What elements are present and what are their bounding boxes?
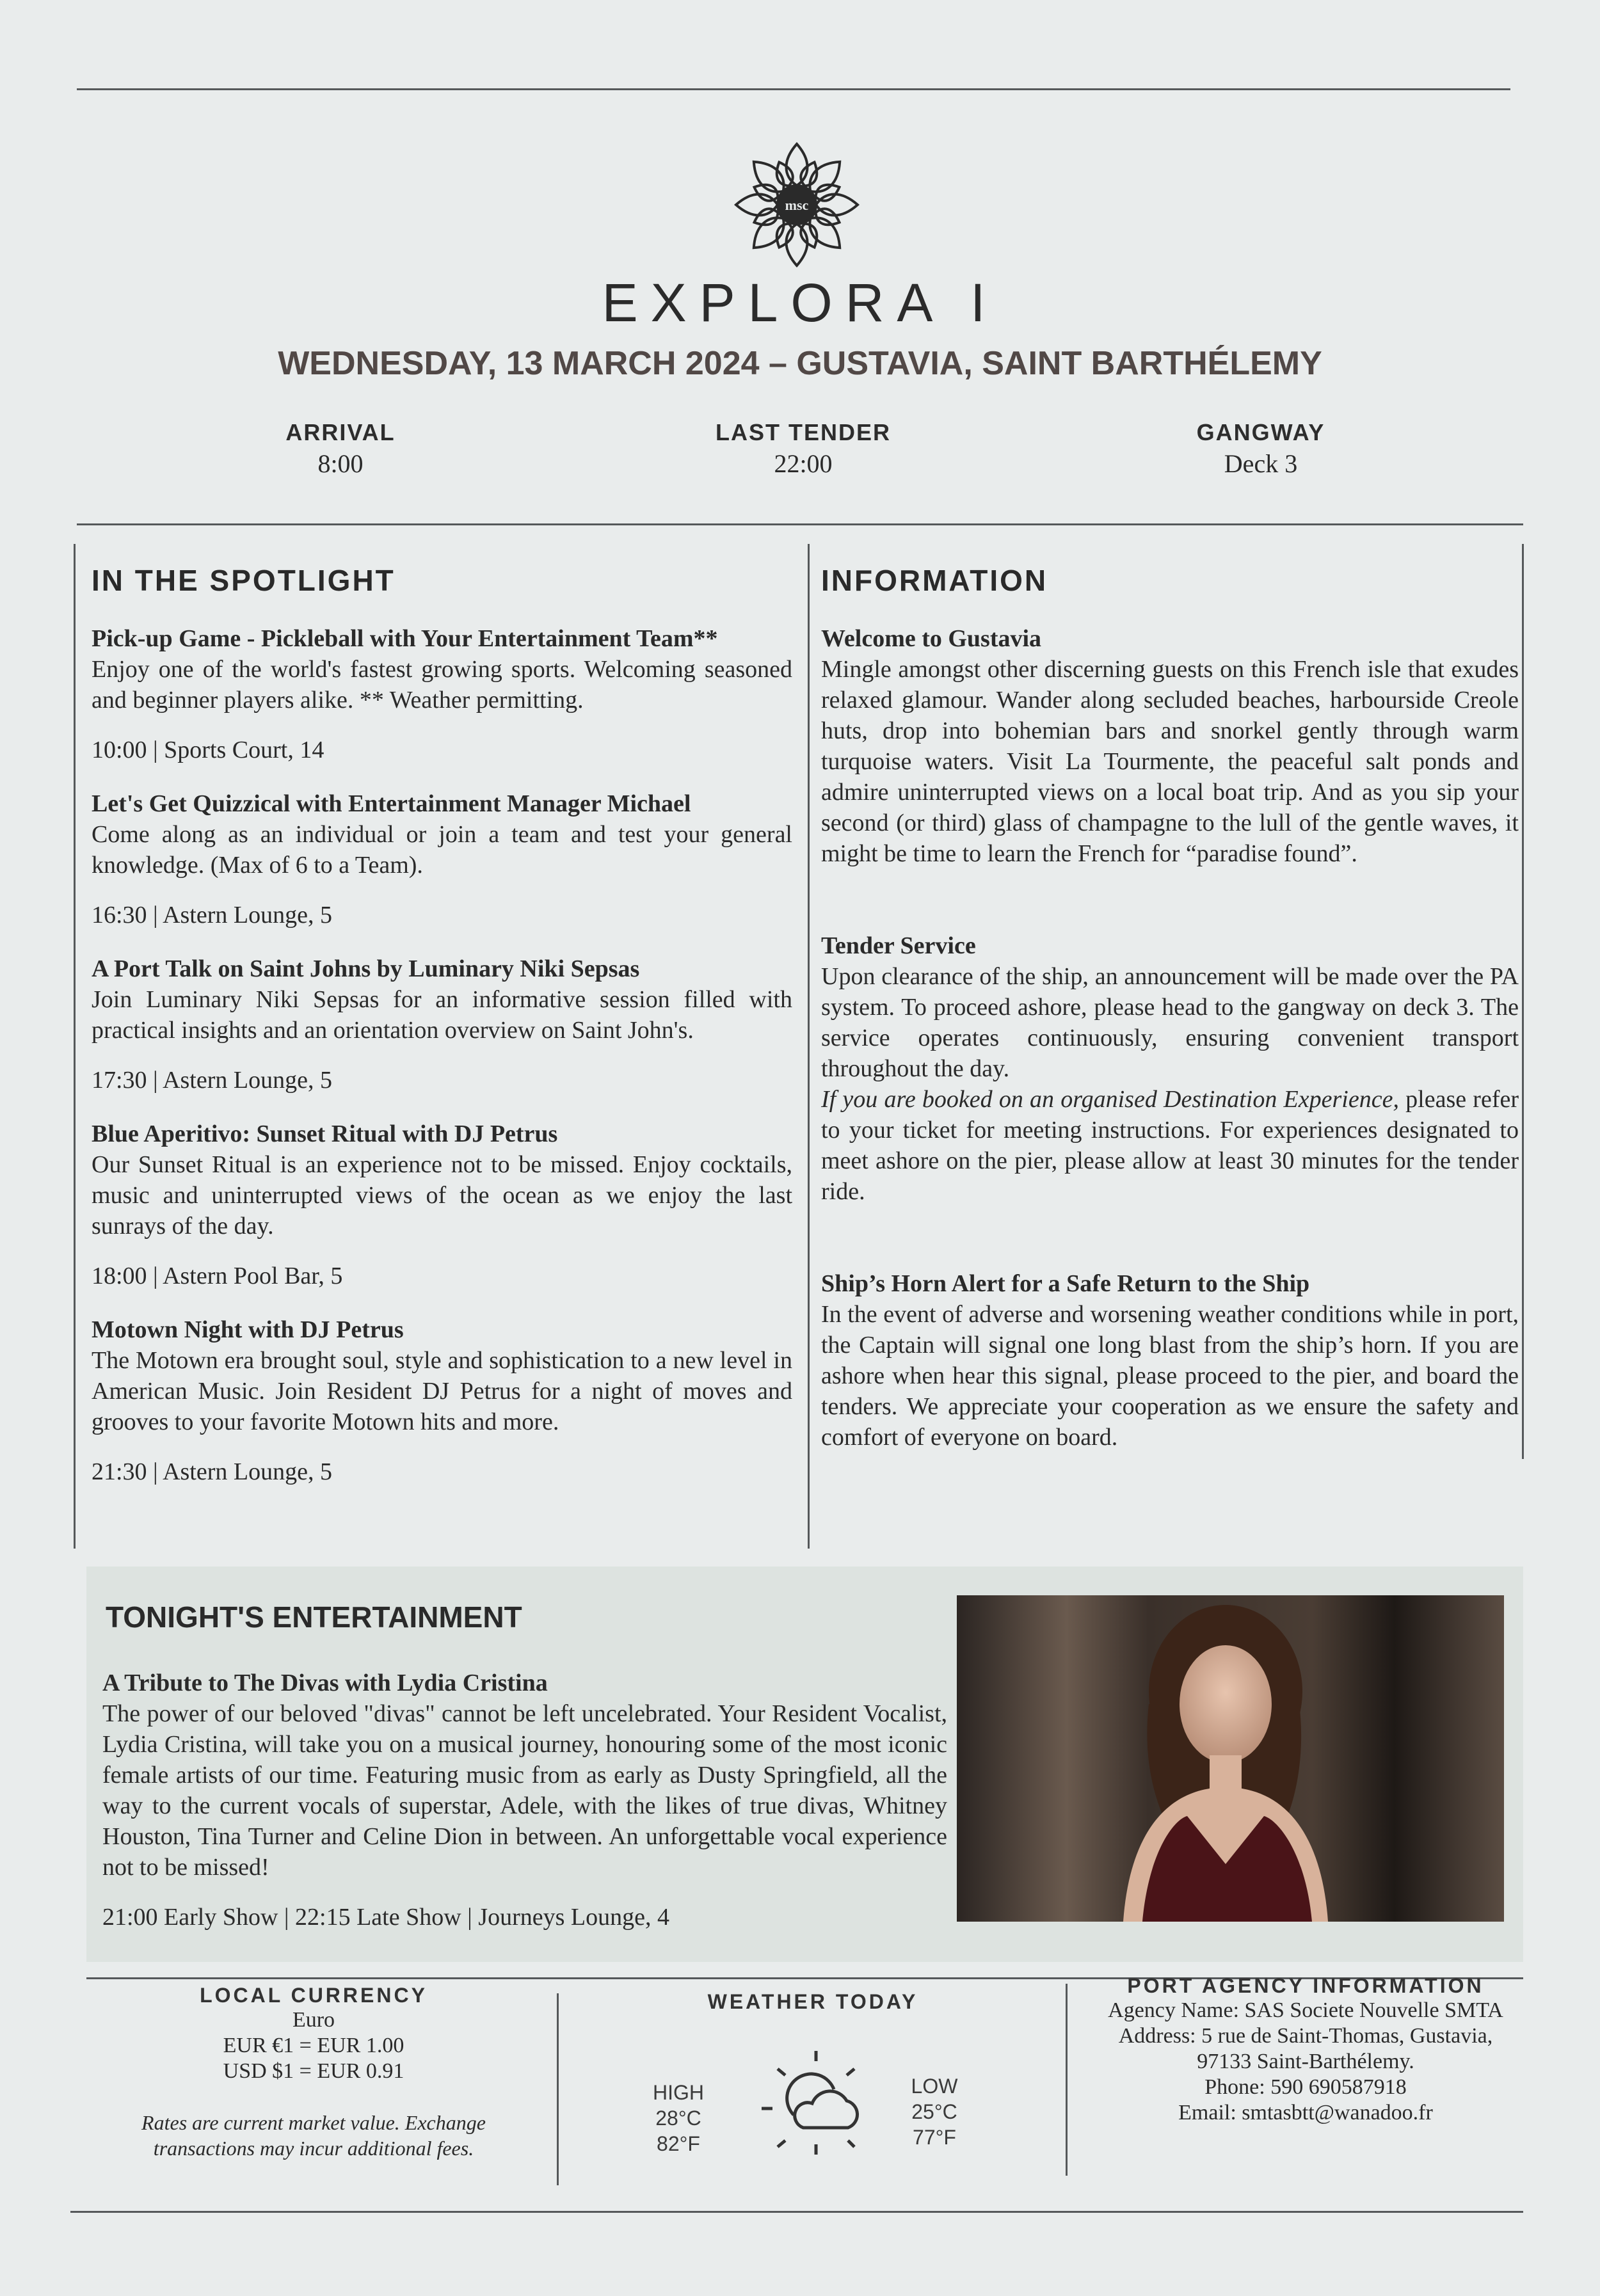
weather-today bbox=[576, 1984, 1050, 2155]
event-description: Our Sunset Ritual is an experience not to be missed. Enjoy cocktails, music and uninterrupted views of the ocean as we enjoy the last sunrays of the day. bbox=[92, 1151, 792, 1240]
column-divider bbox=[808, 544, 810, 1549]
event-title: Let's Get Quizzical with Entertainment Manager Michael bbox=[92, 790, 691, 817]
spotlight-event bbox=[92, 1119, 792, 1291]
spotlight-column bbox=[92, 563, 792, 1510]
stat-gangway bbox=[1101, 419, 1421, 479]
info-block-welcome bbox=[821, 623, 1519, 869]
event-time-venue: 16:30 | Astern Lounge, 5 bbox=[92, 902, 332, 929]
performer-photo bbox=[957, 1595, 1504, 1922]
information-column bbox=[821, 563, 1519, 1514]
port-agency-information bbox=[1082, 1974, 1530, 2126]
footer-divider-2 bbox=[1066, 1984, 1068, 2176]
event-description: Join Luminary Niki Sepsas for an informative session filled with practical insights and an orientation overview on Saint John's. bbox=[92, 986, 792, 1044]
currency-note: Rates are current market value. Exchange transactions may incur additional fees. bbox=[141, 2111, 486, 2160]
currency-rate-usd: USD $1 = EUR 0.91 bbox=[223, 2059, 404, 2083]
low-fahrenheit: 77°F bbox=[913, 2126, 956, 2149]
high-celsius: 28°C bbox=[655, 2107, 701, 2130]
agency-address: Address: 5 rue de Saint-Thomas, Gustavia, bbox=[1118, 2024, 1493, 2048]
stat-value: Deck 3 bbox=[1224, 449, 1298, 478]
event-time-venue: 10:00 | Sports Court, 14 bbox=[92, 737, 324, 763]
low-celsius: 25°C bbox=[911, 2100, 957, 2123]
event-title: Blue Aperitivo: Sunset Ritual with DJ Petrus bbox=[92, 1120, 558, 1147]
currency-label: LOCAL CURRENCY bbox=[200, 1984, 428, 2007]
stat-arrival bbox=[180, 419, 500, 479]
date-port-heading: WEDNESDAY, 13 MARCH 2024 – GUSTAVIA, SAINT BARTHÉLEMY bbox=[278, 345, 1322, 382]
stat-value: 8:00 bbox=[317, 449, 364, 478]
event-title: Pick-up Game - Pickleball with Your Entertainment Team** bbox=[92, 625, 718, 652]
currency-rate-eur: EUR €1 = EUR 1.00 bbox=[223, 2034, 404, 2057]
event-time-venue: 18:00 | Astern Pool Bar, 5 bbox=[92, 1263, 343, 1289]
weather-high bbox=[646, 2080, 710, 2156]
event-title: A Tribute to The Divas with Lydia Cristina bbox=[102, 1670, 548, 1696]
info-block-horn bbox=[821, 1268, 1519, 1453]
event-time-venue: 21:00 Early Show | 22:15 Late Show | Journeys Lounge, 4 bbox=[102, 1904, 669, 1931]
event-time-venue: 17:30 | Astern Lounge, 5 bbox=[92, 1067, 332, 1094]
entertainment-body bbox=[102, 1668, 947, 1956]
bottom-rule bbox=[70, 2211, 1523, 2213]
ship-brand-title: EXPLORA I bbox=[602, 273, 998, 333]
agency-name: Agency Name: SAS Societe Nouvelle SMTA bbox=[1108, 1998, 1503, 2022]
info-description: In the event of adverse and worsening weather conditions while in port, the Captain will signal one long blast from the ship’s horn. If you are ashore when hear this signal, please proceed to the pier, and board the tenders. We appreciate your cooperation as we ensure the safety and comfort of everyone on board. bbox=[821, 1301, 1519, 1451]
entertainment-title: TONIGHT'S ENTERTAINMENT bbox=[106, 1600, 522, 1634]
info-title: Tender Service bbox=[821, 932, 976, 959]
event-description: Enjoy one of the world's fastest growing sports. Welcoming seasoned and beginner players alike. ** Weather permitting. bbox=[92, 656, 792, 714]
stat-label: GANGWAY bbox=[1196, 419, 1325, 445]
msc-flower-logo-icon bbox=[726, 134, 867, 275]
info-description-extra bbox=[821, 1084, 1519, 1207]
svg-text:msc: msc bbox=[785, 197, 809, 213]
top-rule bbox=[77, 88, 1510, 90]
event-title: Motown Night with DJ Petrus bbox=[92, 1316, 404, 1343]
information-title: INFORMATION bbox=[821, 564, 1048, 597]
local-currency bbox=[90, 1984, 538, 2161]
low-label: LOW bbox=[911, 2075, 958, 2098]
info-continuation: please refer to your ticket for meeting instructions. For experiences designated to meet ashore on the pier, please allow at least 30 minutes for the tender ride. bbox=[821, 1086, 1519, 1205]
entertainment-panel bbox=[86, 1567, 1523, 1962]
agency-address-line2: 97133 Saint-Barthélemy. bbox=[1197, 2050, 1414, 2073]
info-block-tender bbox=[821, 930, 1519, 1207]
info-title: Ship’s Horn Alert for a Safe Return to the Ship bbox=[821, 1270, 1310, 1297]
info-title: Welcome to Gustavia bbox=[821, 625, 1042, 652]
agency-phone: Phone: 590 690587918 bbox=[1204, 2075, 1407, 2099]
footer-divider-1 bbox=[557, 1993, 559, 2185]
event-description: The Motown era brought soul, style and sophistication to a new level in American Music. Join Resident DJ Petrus for a night of moves and grooves to your favorite Motown hits and more. bbox=[92, 1347, 792, 1435]
info-description: Mingle amongst other discerning guests on this French isle that exudes relaxed glamour. Wander along secluded beaches, harbourside Creole huts, drop into bohemian bars and snorkel gently through warm turquoise waters. Visit La Tourmente, the peaceful salt ponds and admire uninterrupted views on a local boat trip. And as you sip your second (or third) glass of champagne to the lull of the gentle waves, it might be time to learn the French for “paradise found”. bbox=[821, 656, 1519, 867]
stat-label: LAST TENDER bbox=[716, 419, 891, 445]
spotlight-event bbox=[92, 1314, 792, 1487]
high-label: HIGH bbox=[653, 2081, 704, 2104]
stat-last-tender bbox=[643, 419, 963, 479]
left-column-border bbox=[74, 544, 76, 1549]
stat-value: 22:00 bbox=[774, 449, 833, 478]
spotlight-event bbox=[92, 953, 792, 1096]
agency-label: PORT AGENCY INFORMATION bbox=[1127, 1974, 1484, 1997]
event-description: Come along as an individual or join a team and test your general knowledge. (Max of 6 to a Team). bbox=[92, 821, 792, 879]
spotlight-title: IN THE SPOTLIGHT bbox=[92, 564, 396, 597]
right-column-border bbox=[1522, 544, 1524, 1459]
spotlight-event bbox=[92, 623, 792, 765]
agency-email: Email: smtasbtt@wanadoo.fr bbox=[1178, 2101, 1433, 2125]
event-title: A Port Talk on Saint Johns by Luminary Niki Sepsas bbox=[92, 955, 640, 982]
currency-name: Euro bbox=[292, 2008, 335, 2032]
weather-low bbox=[902, 2073, 966, 2150]
header-divider bbox=[77, 523, 1523, 525]
event-time-venue: 21:30 | Astern Lounge, 5 bbox=[92, 1458, 332, 1485]
event-description: The power of our beloved "divas" cannot be left uncelebrated. Your Resident Vocalist, Lydia Cristina, will take you on a musical journey, honouring some of the most iconic female artists of our time. Featuring music from as early as Dusty Springfield, all the way to the current vocals of superstar, Adele, with the likes of true divas, Whitney Houston, Tina Turner and Celine Dion in between. An unforgettable vocal experience not to be missed! bbox=[102, 1700, 947, 1881]
weather-label: WEATHER TODAY bbox=[707, 1990, 918, 2013]
info-italic-note: If you are booked on an organised Destination Experience, bbox=[821, 1086, 1399, 1113]
partly-cloudy-icon bbox=[758, 2045, 874, 2160]
high-fahrenheit: 82°F bbox=[657, 2132, 700, 2155]
spotlight-event bbox=[92, 788, 792, 930]
info-description: Upon clearance of the ship, an announcement will be made over the PA system. To proceed ashore, please head to the gangway on deck 3. The service operates continuously, ensuring convenient transport throughout the day. bbox=[821, 963, 1519, 1082]
stat-label: ARRIVAL bbox=[285, 419, 396, 445]
